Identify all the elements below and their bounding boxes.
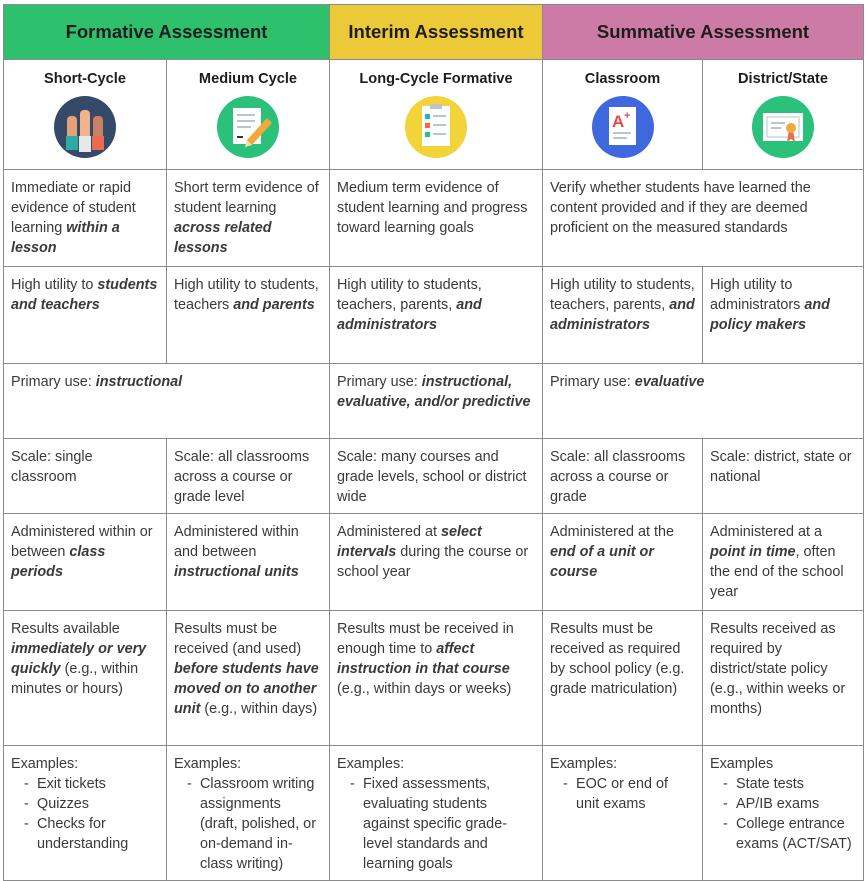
certificate-icon bbox=[752, 96, 814, 158]
scale-row bbox=[4, 439, 864, 514]
results-row bbox=[4, 611, 864, 746]
utility-row bbox=[4, 267, 864, 364]
medium-cycle-cell bbox=[167, 60, 330, 170]
examples-medium-cycle bbox=[167, 746, 330, 881]
evidence-long-cycle: Medium term evidence of student learning and progress toward learning goals bbox=[330, 170, 543, 267]
examples-district-state bbox=[703, 746, 864, 881]
examples-short-cycle bbox=[4, 746, 167, 881]
assessment-table bbox=[3, 4, 864, 881]
graded-paper-icon bbox=[592, 96, 654, 158]
results-short-cycle: Results available immediately or very quickly (e.g., within minutes or hours) bbox=[4, 611, 167, 746]
admin-district-state: Administered at a point in time, often the end of the school year bbox=[703, 514, 864, 611]
utility-district-state: High utility to administrators and policy makers bbox=[703, 267, 864, 364]
examples-label: Examples: bbox=[174, 756, 242, 772]
scale-short-cycle: Scale: single classroom bbox=[4, 439, 167, 514]
examples-list bbox=[11, 774, 159, 854]
summative-header: Summative Assessment bbox=[543, 5, 864, 60]
results-long-cycle: Results must be received in enough time to affect instruction in that course (e.g., within days or weeks) bbox=[330, 611, 543, 746]
examples-label: Examples bbox=[710, 756, 774, 772]
examples-label: Examples: bbox=[550, 756, 618, 772]
classroom-cell bbox=[543, 60, 703, 170]
short-cycle-cell bbox=[4, 60, 167, 170]
formative-header: Formative Assessment bbox=[4, 5, 330, 60]
list-item: - Checks for understanding bbox=[11, 814, 159, 854]
admin-long-cycle: Administered at select intervals during the course or school year bbox=[330, 514, 543, 611]
results-medium-cycle: Results must be received (and used) before students have moved on to another unit (e.g., within days) bbox=[167, 611, 330, 746]
utility-long-cycle: High utility to students, teachers, parents, and administrators bbox=[330, 267, 543, 364]
district-state-title: District/State bbox=[737, 71, 829, 87]
scale-medium-cycle: Scale: all classrooms across a course or grade level bbox=[167, 439, 330, 514]
writing-pencil-icon bbox=[217, 96, 279, 158]
medium-cycle-title: Medium Cycle bbox=[198, 71, 298, 87]
list-item: - Fixed assessments, evaluating students against specific grade-level standards and learning goals bbox=[337, 774, 535, 874]
evidence-medium-cycle: Short term evidence of student learning across related lessons bbox=[167, 170, 330, 267]
admin-short-cycle: Administered within or between class periods bbox=[4, 514, 167, 611]
use-summative: Primary use: evaluative bbox=[543, 364, 864, 439]
long-cycle-cell bbox=[330, 60, 543, 170]
examples-long-cycle bbox=[330, 746, 543, 881]
admin-classroom: Administered at the end of a unit or course bbox=[543, 514, 703, 611]
header-row bbox=[4, 5, 864, 60]
list-item: - AP/IB exams bbox=[710, 794, 856, 814]
long-cycle-title: Long-Cycle Formative bbox=[359, 71, 513, 87]
utility-medium-cycle: High utility to students, teachers and parents bbox=[167, 267, 330, 364]
list-item: - Exit tickets bbox=[11, 774, 159, 794]
list-item: - State tests bbox=[710, 774, 856, 794]
evidence-summative: Verify whether students have learned the content provided and if they are deemed proficient on the measured standards bbox=[543, 170, 864, 267]
interim-header: Interim Assessment bbox=[330, 5, 543, 60]
examples-list bbox=[174, 774, 322, 874]
district-state-cell bbox=[703, 60, 864, 170]
scale-district-state: Scale: district, state or national bbox=[703, 439, 864, 514]
examples-classroom bbox=[543, 746, 703, 881]
results-classroom: Results must be received as required by school policy (e.g. grade matriculation) bbox=[543, 611, 703, 746]
examples-list bbox=[710, 774, 856, 854]
scale-classroom: Scale: all classrooms across a course or grade bbox=[543, 439, 703, 514]
list-item: - College entrance exams (ACT/SAT) bbox=[710, 814, 856, 854]
short-cycle-title: Short-Cycle bbox=[44, 71, 126, 87]
utility-short-cycle: High utility to students and teachers bbox=[4, 267, 167, 364]
evidence-row bbox=[4, 170, 864, 267]
primary-use-row bbox=[4, 364, 864, 439]
admin-medium-cycle: Administered within and between instructional units bbox=[167, 514, 330, 611]
classroom-title: Classroom bbox=[584, 71, 661, 87]
administration-row bbox=[4, 514, 864, 611]
utility-classroom: High utility to students, teachers, parents, and administrators bbox=[543, 267, 703, 364]
list-item: - Classroom writing assignments (draft, polished, or on-demand in-class writing) bbox=[174, 774, 322, 874]
svg-text:+: + bbox=[623, 110, 630, 122]
examples-label: Examples: bbox=[337, 756, 405, 772]
checklist-icon bbox=[405, 96, 467, 158]
use-formative: Primary use: instructional bbox=[4, 364, 330, 439]
examples-list bbox=[550, 774, 695, 814]
examples-list bbox=[337, 774, 535, 874]
examples-label: Examples: bbox=[11, 756, 79, 772]
use-interim: Primary use: instructional, evaluative, and/or predictive bbox=[330, 364, 543, 439]
svg-text:A: A bbox=[611, 112, 624, 131]
raised-hands-icon bbox=[54, 96, 116, 158]
list-item: - Quizzes bbox=[11, 794, 159, 814]
evidence-short-cycle: Immediate or rapid evidence of student learning within a lesson bbox=[4, 170, 167, 267]
subheader-row bbox=[4, 60, 864, 170]
results-district-state: Results received as required by district/state policy (e.g., within weeks or months) bbox=[703, 611, 864, 746]
list-item: - EOC or end of unit exams bbox=[550, 774, 695, 814]
scale-long-cycle: Scale: many courses and grade levels, school or district wide bbox=[330, 439, 543, 514]
examples-row bbox=[4, 746, 864, 881]
